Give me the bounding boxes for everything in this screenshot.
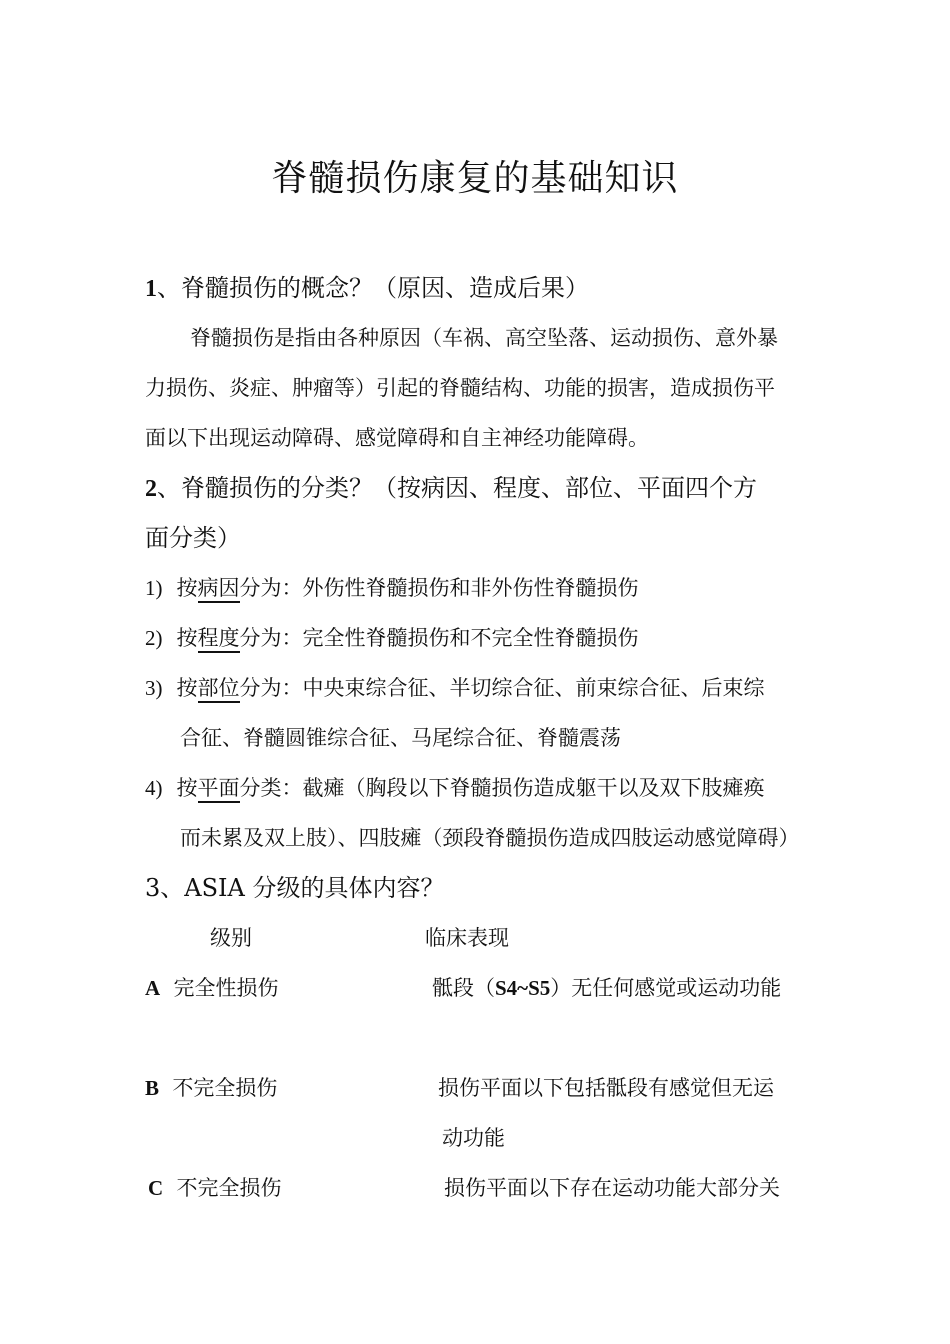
q2-item-2-number: 2): [145, 626, 163, 650]
q2-heading: [145, 468, 757, 503]
q2-item-1-key: 病因: [198, 576, 240, 603]
q2-item-4-key: 平面: [198, 776, 240, 803]
q2-item-2-pre: 按: [176, 626, 198, 650]
asia-row-b-desc-continuation: 动功能: [442, 1126, 505, 1150]
q2-item-3-key: 部位: [198, 676, 240, 703]
asia-col-grade: 级别: [210, 926, 252, 950]
q2-item-3-continuation: 合征、脊髓圆锥综合征、马尾综合征、脊髓震荡: [180, 726, 621, 750]
q2-item-4-pre: 按: [176, 776, 198, 800]
asia-row-c-grade-text: 不完全损伤: [176, 1176, 282, 1200]
asia-col-clinical: 临床表现: [425, 926, 509, 950]
q1-number: 1: [145, 276, 157, 302]
asia-row-c-grade: [148, 1172, 282, 1202]
asia-row-b-grade-text: 不完全损伤: [172, 1076, 278, 1100]
q1-heading: [145, 268, 589, 303]
asia-row-a-desc-pre: 骶段（: [432, 976, 495, 1000]
q2-item-2: [145, 622, 639, 652]
q1-para-line-3: 面以下出现运动障碍、感觉障碍和自主神经功能障碍。: [145, 426, 649, 450]
q3-heading: 3、ASIA 分级的具体内容？: [145, 874, 445, 902]
asia-row-c-letter: C: [148, 1176, 164, 1200]
q1-para-line-1: 脊髓损伤是指由各种原因（车祸、高空坠落、运动损伤、意外暴: [190, 326, 778, 350]
q2-item-3-number: 3): [145, 676, 163, 700]
asia-row-c-desc: 损伤平面以下存在运动功能大部分关: [444, 1176, 780, 1200]
asia-row-a-grade: [145, 972, 279, 1002]
asia-row-a-desc-post: ）无任何感觉或运动功能: [550, 976, 782, 1000]
q2-item-1-pre: 按: [176, 576, 198, 600]
q2-item-2-text: 分为：完全性脊髓损伤和不完全性脊髓损伤: [239, 626, 639, 650]
document-title: 脊髓损伤康复的基础知识: [271, 158, 679, 199]
asia-row-b-grade: [145, 1072, 277, 1102]
q2-item-1-text: 分为：外伤性脊髓损伤和非外伤性脊髓损伤: [239, 576, 639, 600]
asia-row-a-letter: A: [145, 976, 161, 1000]
asia-row-b-letter: B: [145, 1076, 160, 1100]
q2-heading-line-1: 、脊髓损伤的分类？（按病因、程度、部位、平面四个方: [157, 474, 757, 502]
q2-item-3-text: 分为：中央束综合征、半切综合征、前束综合征、后束综: [239, 676, 765, 700]
asia-row-a-grade-text: 完全性损伤: [173, 976, 279, 1000]
asia-row-b-desc: 损伤平面以下包括骶段有感觉但无运: [438, 1076, 774, 1100]
asia-row-a-desc: [432, 972, 781, 1002]
q2-item-4: [145, 772, 765, 802]
q2-number: 2: [145, 476, 157, 502]
q2-item-4-number: 4): [145, 776, 163, 800]
asia-row-a-desc-bold: S4~S5: [495, 976, 551, 1000]
q1-para-line-2: 力损伤、炎症、肿瘤等）引起的脊髓结构、功能的损害，造成损伤平: [145, 376, 775, 400]
q1-heading-text: 、脊髓损伤的概念？（原因、造成后果）: [157, 274, 589, 302]
q2-item-1-number: 1): [145, 576, 163, 600]
q2-item-3: [145, 672, 765, 702]
q2-item-4-continuation: 而未累及双上肢）、四肢瘫（颈段脊髓损伤造成四肢运动感觉障碍）: [180, 826, 800, 850]
q2-heading-line-2: 面分类）: [145, 524, 241, 552]
q2-item-3-pre: 按: [176, 676, 198, 700]
q2-item-4-text: 分类：截瘫（胸段以下脊髓损伤造成躯干以及双下肢瘫痪: [239, 776, 765, 800]
q2-item-1: [145, 572, 639, 602]
q2-item-2-key: 程度: [198, 626, 240, 653]
